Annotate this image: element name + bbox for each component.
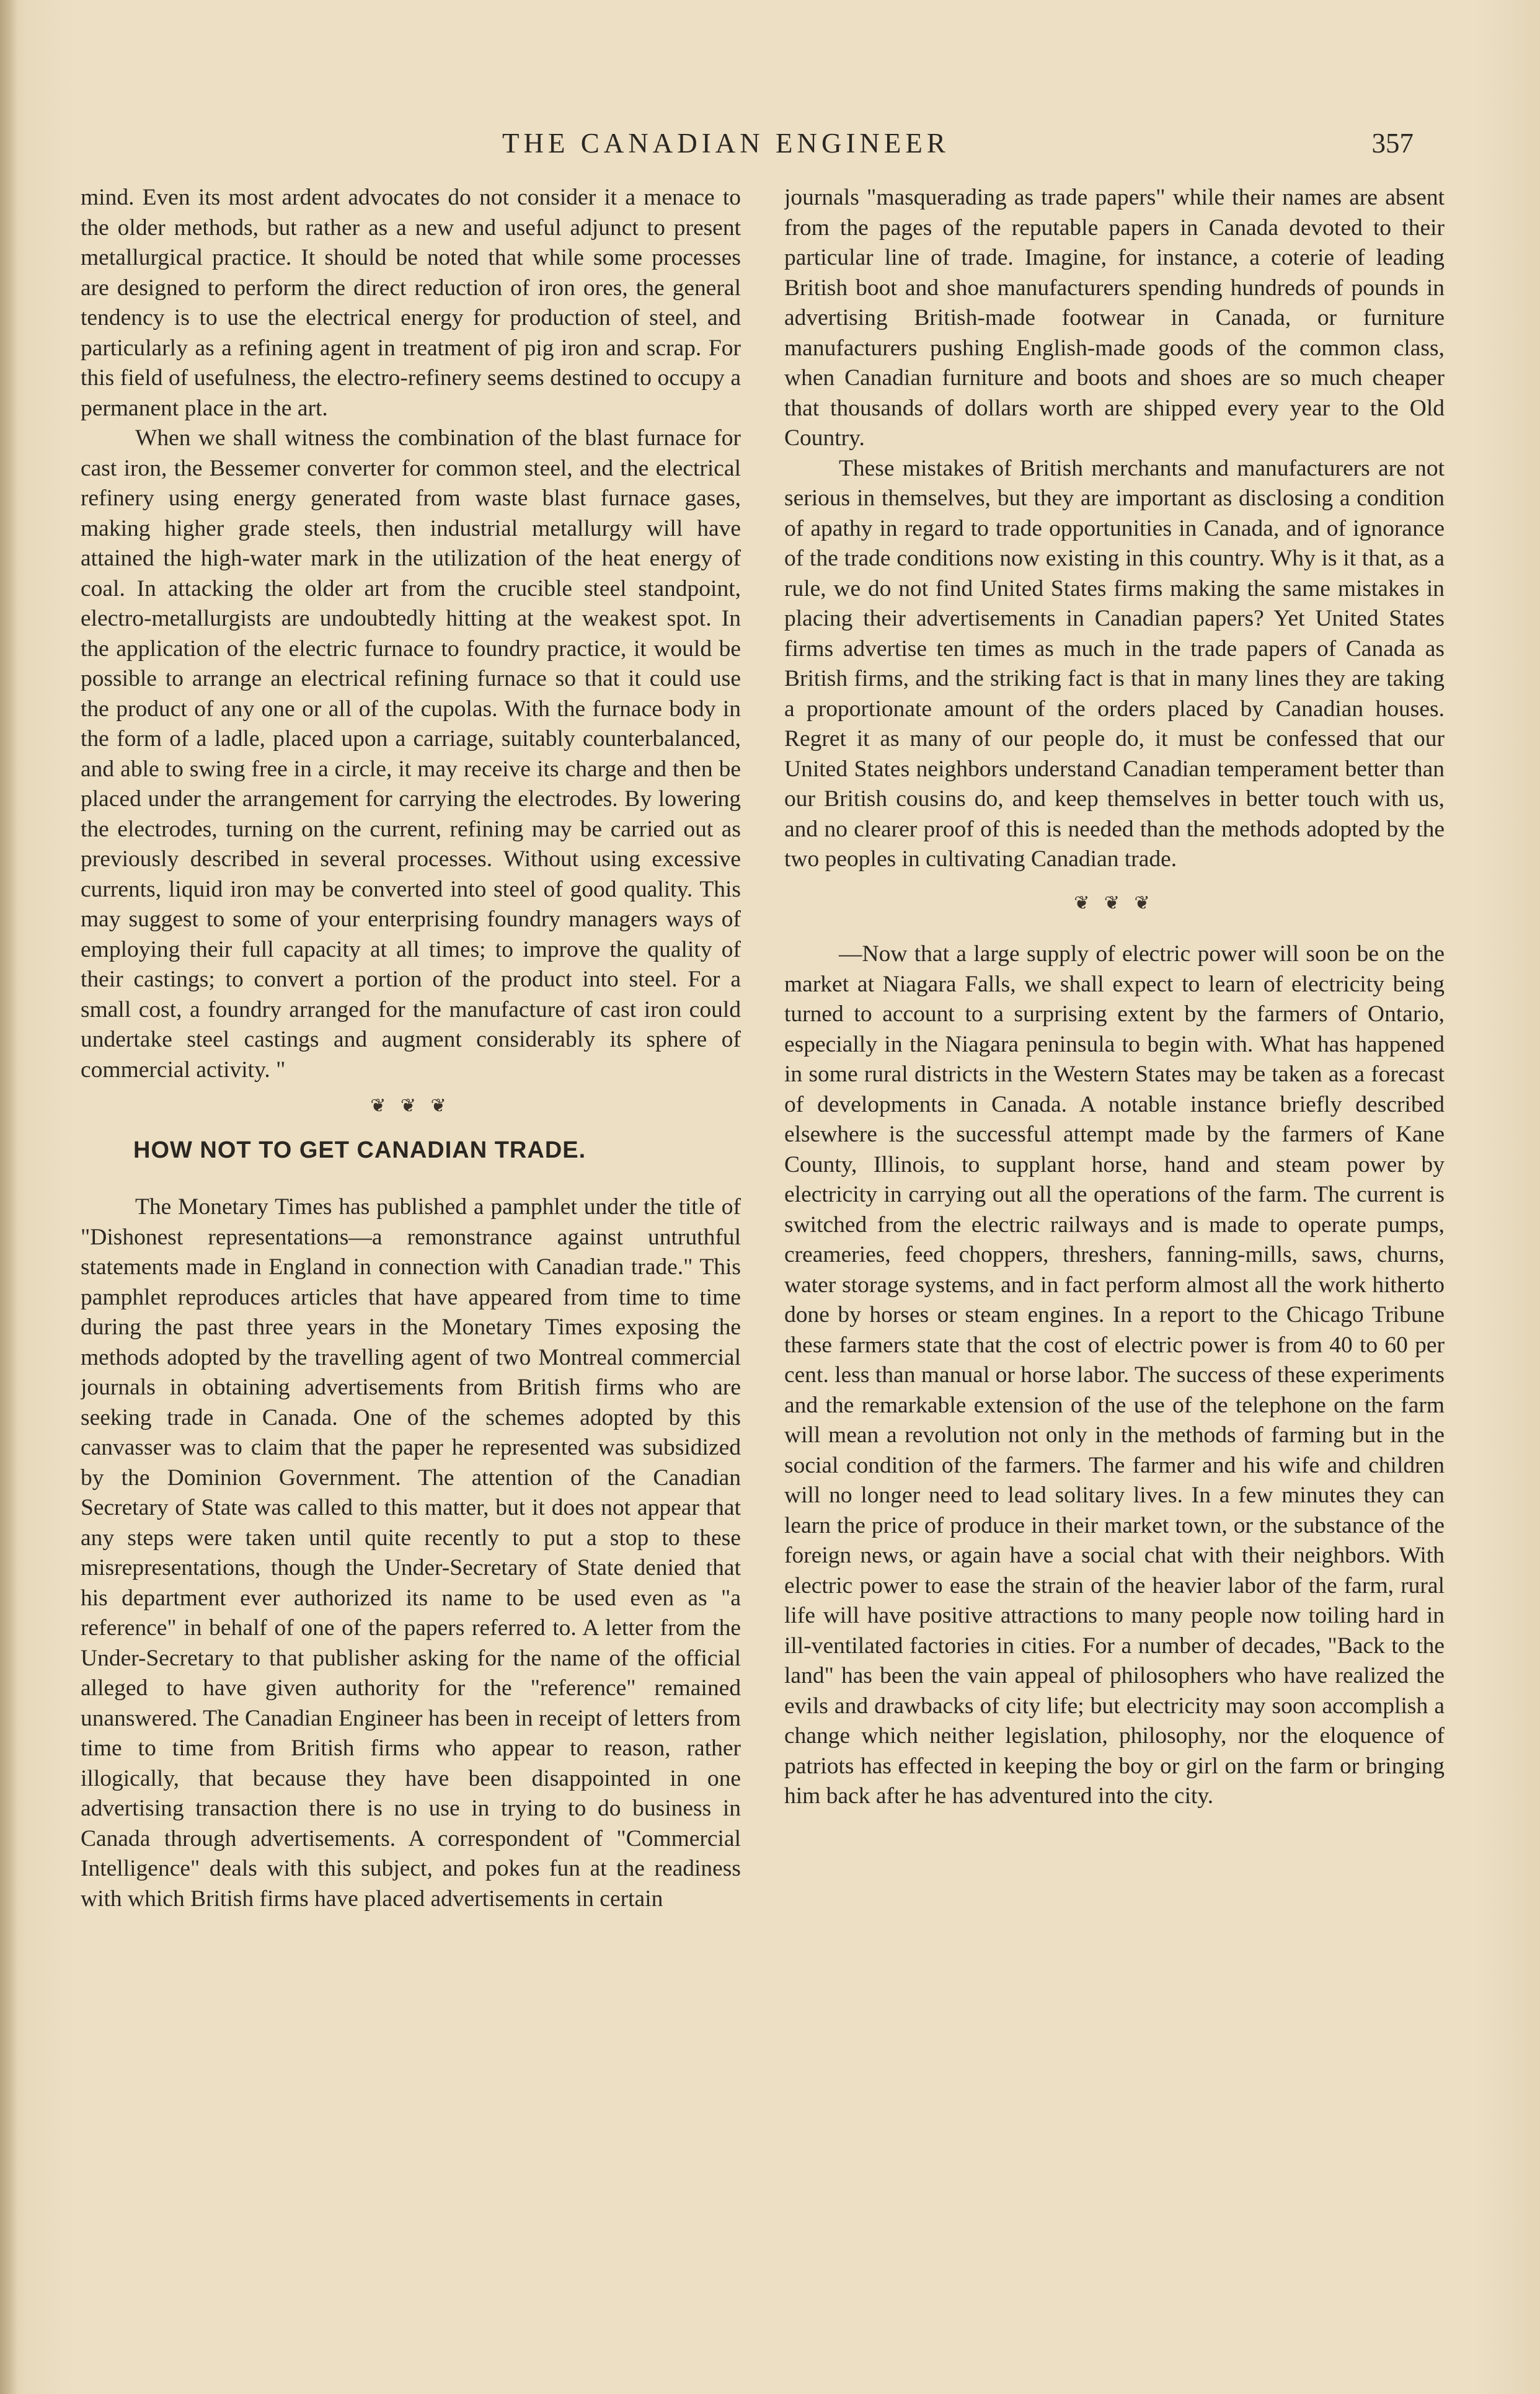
right-paragraph-2: These mistakes of British merchants and manufacturers are not serious in themselves, but they are important as disclosing a condition of apathy in regard to trade opportunities in Canada, and of ignorance of the trade conditions now existing in this country. Why is it that, as a rule, we do not find United States firms making the same mistakes in placing their advertisements in Canadian papers? Yet United States firms advertise ten times as much in the trade papers of Canada as British firms, and the striking fact is that in many lines they are taking a proportionate amount of the orders placed by Canadian houses. Regret it as many of our people do, it must be confessed that our United States neighbors understand Canadian temperament better than our British cousins do, and keep themselves in better touch with us, and no clearer proof of this is needed than the methods adopted by the two peoples in cultivating Canadian trade.	[784, 455, 1445, 872]
article-heading: HOW NOT TO GET CANADIAN TRADE.	[133, 1137, 586, 1163]
running-header	[74, 127, 1469, 164]
spacer	[784, 875, 1445, 882]
section-separator-ornament: ❦ ❦ ❦	[1074, 892, 1155, 913]
right-paragraph-1: journals "masquerading as trade papers" while their names are absent from the pages of the reputable papers in Canada devoted to their particular line of trade. Imagine, for instance, a coterie of leading British boot and shoe manufacturers spending hundreds of pounds in advertising British-made footwear in Canada, or furniture manufacturers pushing English-made goods of the common class, when Canadian furniture and boots and shoes are so much cheaper that thousands of dollars worth are shipped every year to the Old Country.	[784, 185, 1445, 451]
left-paragraph-2: When we shall witness the combination of the blast furnace for cast iron, the Bessemer converter for common steel, and the electrical refinery using energy generated from waste blast furnace gases, making higher grade steels, then industrial metallurgy will have attained the high-water mark in the utilization of the heat energy of coal. In attacking the older art from the crucible steel standpoint, electro-metallurgists are undoubtedly hitting at the weakest spot. In the application of the electric furnace to foundry practice, it would be possible to arrange an electrical refining furnace so that it could use the product of any one or all of the cupolas. With the furnace body in the form of a ladle, placed upon a carriage, suitably counterbalanced, and able to swing free in a circle, it may receive its charge and then be placed under the arrangement for carrying the electrodes. By lowering the electrodes, turning on the current, refining may be carried out as previously described in several processes. Without using excessive currents, liquid iron may be converted into steel of good quality. This may suggest to some of your enterprising foundry managers ways of employing their full capacity at all times; to improve the quality of their castings; to convert a portion of the product into steel. For a small cost, a foundry arranged for the manufacture of cast iron could undertake steel castings and augment considerably its sphere of commercial activity. "	[81, 425, 741, 1083]
section-separator-ornament: ❦ ❦ ❦	[370, 1096, 451, 1116]
journal-title: THE CANADIAN ENGINEER	[502, 128, 950, 159]
binding-shadow	[0, 0, 17, 2394]
page-number: 357	[1371, 128, 1414, 159]
left-paragraph-1: mind. Even its most ardent advocates do not consider it a menace to the older methods, but rather as a new and useful adjunct to present metallurgical practice. It should be noted that while some processes are designed to perform the direct reduction of iron ores, the general tendency is to use the electrical energy for production of steel, and particularly as a refining agent in treatment of pig iron and scrap. For this field of usefulness, the electro-refinery seems destined to occupy a permanent place in the art.	[81, 185, 741, 421]
right-paragraph-3: —Now that a large supply of electric power will soon be on the market at Niagara Falls, we shall expect to learn of electricity being turned to account to a surprising extent by the farmers of Ontario, especially in the Niagara peninsula to begin with. What has happened in some rural districts in the Western States may be taken as a forecast of developments in Canada. A notable instance briefly described elsewhere is the successful attempt made by the farmers of Kane County, Illinois, to supplant horse, hand and steam power by electricity in carrying out all the operations of the farm. The current is switched from the electric railways and is made to operate pumps, creameries, feed choppers, threshers, fanning-mills, saws, churns, water storage systems, and in fact perform almost all the work hitherto done by horses or steam engines. In a report to the Chicago Tribune these farmers state that the cost of electric power is from 40 to 60 per cent. less than manual or horse labor. The success of these experiments and the remarkable extension of the use of the telephone on the farm will mean a revolution not only in the methods of farming but in the social condition of the farmers. The farmer and his wife and children will no longer need to lead solitary lives. In a few minutes they can learn the price of produce in their market town, or the substance of the foreign news, or again have a social chat with their neighbors. With electric power to ease the strain of the heavier labor of the farm, rural life will have positive attractions to many people now toiling hard in ill-ventilated factories in cities. For a number of decades, "Back to the land" has been the vain appeal of philosophers who have realized the evils and drawbacks of city life; but electricity may soon accomplish a change which neither legislation, philosophy, nor the eloquence of patriots has effected in keeping the boy or girl on the farm or bringing him back after he has adventured into the city.	[784, 941, 1445, 1809]
left-paragraph-3: The Monetary Times has published a pamphlet under the title of "Dishonest representations—a remonstrance against untruthful statements made in England in connection with Canadian trade." This pamphlet reproduces articles that have appeared from time to time during the past three years in the Monetary Times exposing the methods adopted by the travelling agent of two Montreal commercial journals in obtaining advertisements from British firms who are seeking trade in Canada. One of the schemes adopted by this canvasser was to claim that the paper he represented was subsidized by the Dominion Government. The attention of the Canadian Secretary of State was called to this matter, but it does not appear that any steps were taken until quite recently to put a stop to these misrepresentations, though the Under-Secretary of State denied that his department ever authorized its name to be used even as "a reference" in behalf of one of the papers referred to. A letter from the Under-Secretary to that publisher asking for the name of the official alleged to have given authority for the "reference" remained unanswered. The Canadian Engineer has been in receipt of letters from time to time from British firms who appear to reason, rather illogically, that because they have been disappointed in one advertising transaction there is no use in trying to do business in Canada through advertisements. A correspondent of "Commercial Intelligence" deals with this subject, and pokes fun at the readiness with which British firms have placed advertisements in certain	[81, 1194, 741, 1912]
right-column	[784, 183, 1445, 2303]
left-column	[81, 183, 741, 2303]
spacer	[784, 932, 1445, 939]
